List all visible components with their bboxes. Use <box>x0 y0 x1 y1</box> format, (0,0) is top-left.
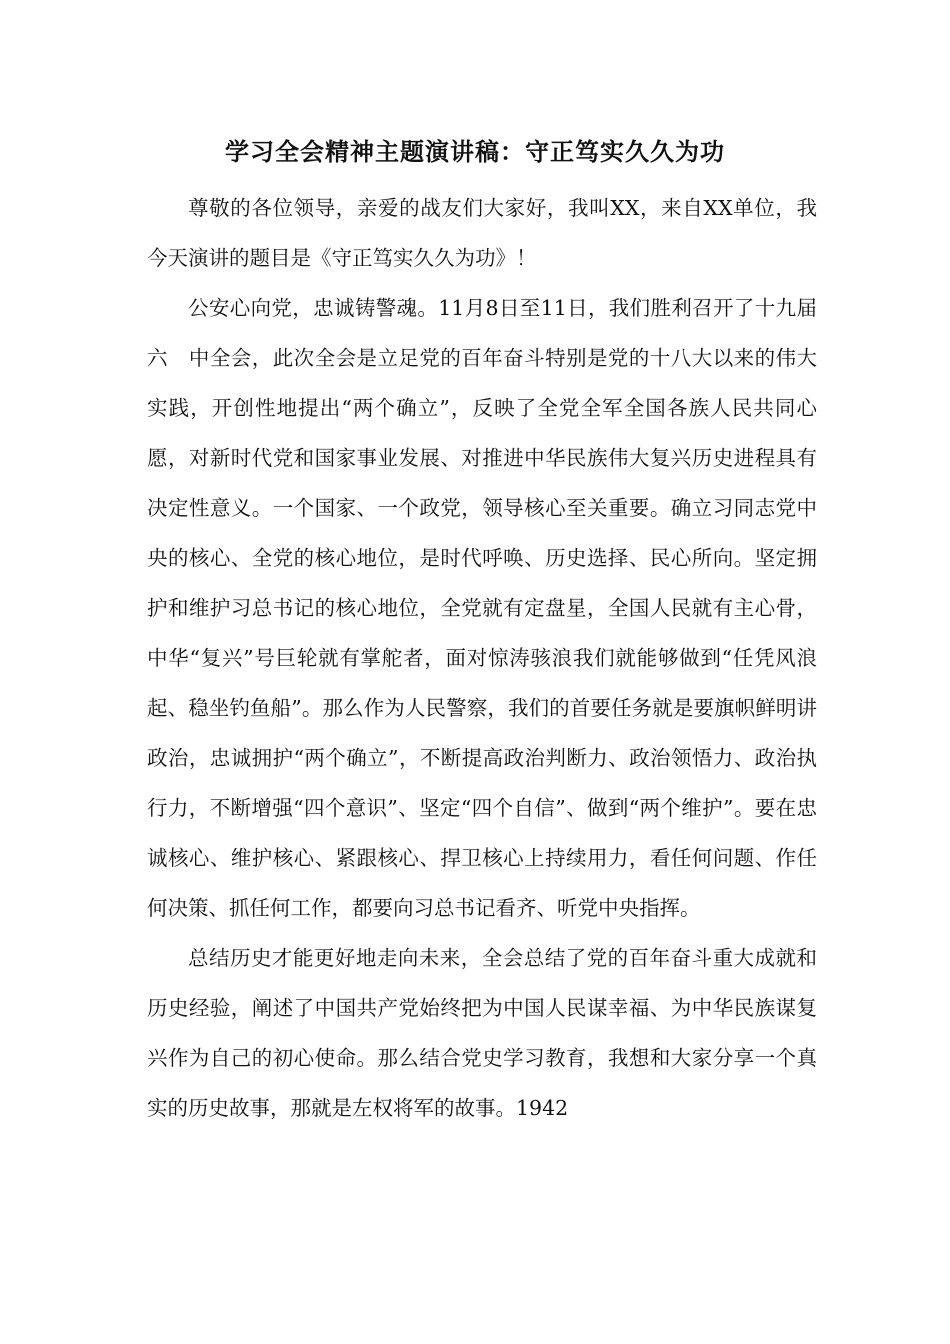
paragraph-history-summary: 总结历史才能更好地走向未来，全会总结了党的百年奋斗重大成就和历史经验，阐述了中国共产党始终把为中国人民谋幸福、为中华民族谋复兴作为自己的初心使命。那么结合党史学习教育，我想和大家分享一个真实的历史故事，那就是左权将军的故事。1942 <box>147 946 817 1120</box>
document-title: 学习全会精神主题演讲稿：守正笃实久久为功 <box>225 137 725 166</box>
paragraph-greeting: 尊敬的各位领导，亲爱的战友们大家好，我叫XX，来自XX单位，我今天演讲的题目是《守正笃实久久为功》！ <box>147 196 817 270</box>
paragraph-plenary-session: 公安心向党，忠诚铸警魂。11月8日至11日，我们胜利召开了十九届六 中全会，此次全会是立足党的百年奋斗特别是党的十八大以来的伟大实践，开创性地提出“两个确立”，反映了全党全军全国各族人民共同心愿，对新时代党和国家事业发展、对推进中华民族伟大复兴历史进程具有决定性意义。一个国家、一个政党，领导核心至关重要。确立习同志党中央的核心、全党的核心地位，是时代呼唤、历史选择、民心所向。坚定拥护和维护习总书记的核心地位，全党就有定盘星，全国人民就有主心骨，中华“复兴”号巨轮就有掌舵者，面对惊涛骇浪我们就能够做到“任凭风浪起、稳坐钓鱼船”。那么作为人民警察，我们的首要任务就是要旗帜鲜明讲政治，忠诚拥护“两个确立”，不断提高政治判断力、政治领悟力、政治执行力，不断增强“四个意识”、坚定“四个自信”、做到“两个维护”。要在忠诚核心、维护核心、紧跟核心、捍卫核心上持续用力，看任何问题、作任何决策、抓任何工作，都要向习总书记看齐、听党中央指挥。 <box>147 296 817 920</box>
document-body <box>147 183 817 1133</box>
